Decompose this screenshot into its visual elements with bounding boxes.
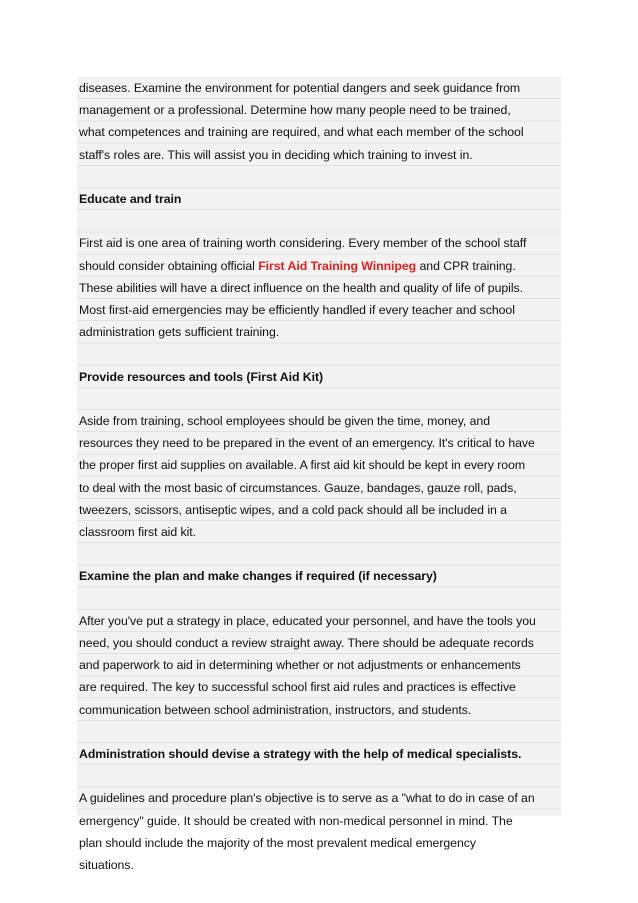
text-line: situations. (79, 857, 134, 872)
text-line: Aside from training, school employees should be given the time, money, and (79, 413, 490, 428)
first-aid-training-link[interactable]: First Aid Training Winnipeg (258, 258, 417, 273)
text-segment: should consider obtaining official (79, 258, 259, 273)
text-line: These abilities will have a direct influence on the health and quality of life of pupils. (79, 280, 523, 295)
text-line: what competences and training are required, and what each member of the school (79, 125, 524, 140)
text-line: are required. The key to successful school first aid rules and practices is effective (79, 680, 516, 695)
text-segment: and CPR training. (416, 258, 516, 273)
document-content (79, 77, 563, 876)
text-line: plan should include the majority of the most prevalent medical emergency (79, 835, 476, 850)
section-heading-educate: Educate and train (79, 192, 182, 206)
text-line: classroom first aid kit. (79, 525, 197, 539)
text-line-with-link (79, 255, 563, 277)
section-heading-examine: Examine the plan and make changes if required (if necessary) (79, 569, 437, 584)
section-heading-resources: Provide resources and tools (First Aid Kit) (79, 369, 324, 384)
text-line: resources they need to be prepared in the event of an emergency. It's critical to have (79, 436, 535, 451)
text-line: Most first-aid emergencies may be efficiently handled if every teacher and school (79, 303, 515, 317)
text-line: and paperwork to aid in determining whether or not adjustments or enhancements (79, 658, 521, 673)
text-line: administration gets sufficient training. (79, 325, 280, 340)
text-line: After you've put a strategy in place, educated your personnel, and have the tools you (79, 613, 536, 628)
text-line: tweezers, scissors, antiseptic wipes, and a cold pack should all be included in a (79, 502, 507, 517)
text-line: First aid is one area of training worth considering. Every member of the school staff (79, 236, 527, 251)
text-line: need, you should conduct a review straight away. There should be adequate records (79, 635, 534, 650)
text-line: management or a professional. Determine how many people need to be trained, (79, 103, 511, 118)
text-line: emergency" guide. It should be created with non-medical personnel in mind. The (79, 813, 513, 828)
text-line: the proper first aid supplies on available. A first aid kit should be kept in every room (79, 458, 526, 473)
text-line: to deal with the most basic of circumstances. Gauze, bandages, gauze roll, pads, (79, 480, 517, 495)
text-line: communication between school administration, instructors, and students. (79, 702, 472, 717)
text-line: diseases. Examine the environment for potential dangers and seek guidance from (79, 81, 521, 95)
text-line: A guidelines and procedure plan's objective is to serve as a "what to do in case of an (79, 791, 535, 806)
text-line: staff's roles are. This will assist you in deciding which training to invest in. (79, 147, 473, 162)
section-heading-administration: Administration should devise a strategy with the help of medical specialists. (79, 746, 522, 761)
